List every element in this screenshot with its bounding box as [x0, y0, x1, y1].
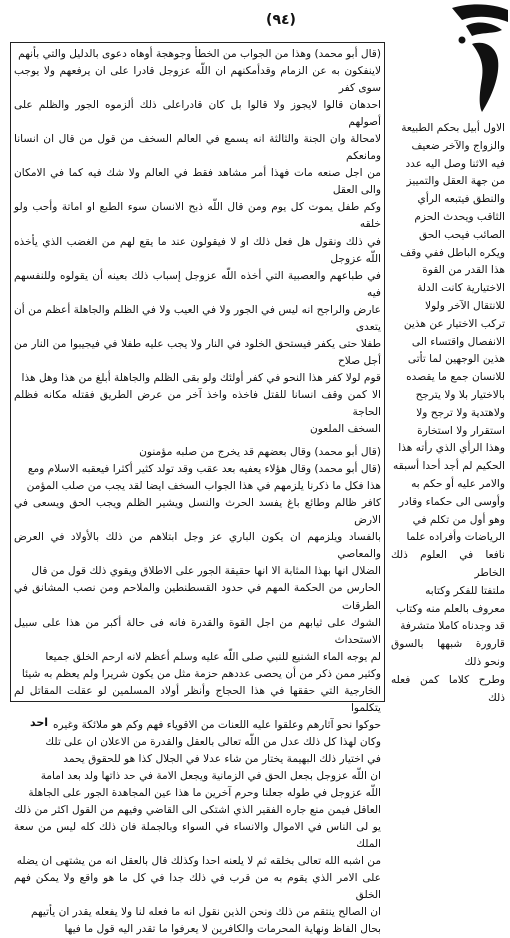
text-line: حوكوا نحو آثارهم وعلقوا عليه اللعنات من الاقوياء فهم وكم هو ملائكة وغيره [52, 718, 381, 731]
text-line: على الامر الذي يقوم به من قرب في ذلك جدا في كل ما هو واقع ولا يمكن فهم الخلق [14, 872, 381, 902]
corner-ink-mark [432, 0, 510, 118]
text-line: ان اللّه عزوجل بجعل الحق في الزمانية ويجعل الامة في حد ذاتها ولد بعد امامة [40, 769, 381, 782]
text-line: (قال أبو محمد) وقال هؤلاء يعفيه بعد عقب وقد تولد كثير أكثرا فيعقبه الاسلام ومع [27, 463, 381, 476]
text-line: ان الصالح ينتقم من ذلك ونحن الذين نقول انه ما فعله لنا ولا يفعله يقدر ان يأتيهم [30, 906, 381, 919]
text-line: يو لى الناس في الاموال والانساء في السواء وبالجملة فان ذلك كله ليس من سعة الملك [14, 821, 381, 851]
margin-line: استقرار ولا استخارة [417, 424, 505, 437]
margin-line: الاول أبيل بحكم الطبيعة [401, 122, 505, 134]
margin-line: وأوسى الى حكماء وقادر [399, 495, 505, 508]
margin-line: الصائب فيحب الحق [418, 228, 505, 241]
margin-line: ولاهتدية ولا ترجح ولا [416, 406, 505, 419]
text-line: العاقل فيمن منع جاره الفقير الذي اشتكى الى القاضي وفيهم من القول اكثر من ذلك [14, 804, 381, 817]
margin-line: وطرح كلاما كمن فعله ذلك [391, 673, 505, 704]
text-line: في طباعهم والعصبية التي أخذه اللّه عزوجل إسباب ذلك بعينه أن يقولوه وللنفسهم فيه [14, 269, 381, 299]
margin-line: وهذا الرأي الذي رأته هذا [398, 442, 505, 455]
text-line: السخف الملعون [310, 423, 381, 436]
text-line: وكم طفل يموت كل يوم ومن قال اللّه ذبح الانسان سوء الطبع او اماتة وأحب ولو خلقه [14, 201, 381, 231]
margin-line: هذا القدر من القوة [422, 264, 505, 277]
text-line: الا كمن وقف انسانا للقتل فاخذه واخذ آخر من عرض الطريق فقتله مكانه فظلم الحاجة [14, 388, 381, 418]
margin-line: الثاقب ويحدث الحزم [414, 210, 505, 223]
text-line: الضلال انها بهذا المثابة الا انها حقيقة الجور على الاطلاق ويقوي ذلك قول من قال [31, 565, 381, 578]
margin-line: للانتقال الآخر ولولا [425, 299, 505, 312]
margin-line: هذين الوجهين لما تأتى [407, 353, 505, 366]
text-line: احدهان قالوا لايجوز ولا قالوا بل كان قادراعلى ذلك ألزموه الجور والظلم على أصولهم [14, 99, 381, 129]
margin-line: ويكره الباطل ففي وقف [400, 246, 505, 259]
margin-line: بالاختيار بلا ولا يترجح [415, 388, 505, 401]
text-line: الخارجية التي حققها في هذا الحجاج وأنظر أولاد المسلمين لو عقلت المقاتل لم يتكلموا [14, 684, 381, 714]
text-line: وكان لهذا كل ذلك عدل من اللّه تعالى بالعقل والقدرة من الاعلان ان على تلك [45, 735, 381, 748]
margin-line: الحكيم لم أجد أحدا أسبقه [393, 460, 505, 473]
text-line: بحال الفاظ ونهاية المحرمات والكافرين لا يعرفوا ما تقدر اليه قول ما فيها [64, 923, 381, 936]
margin-line: من جهة العقل والتمييز [406, 175, 505, 188]
margin-line: قد وجدناه كاملا متشرفة [400, 620, 505, 633]
text-line: عارض والراجح انه ليس في الجور ولا في العيب ولا في الظلم والجاهلة أعظم من أن يتعدى [14, 303, 381, 333]
text-line: طفلا حتى يكفر فيستحق الخلود في النار ولا يجب عليه طفلا في فيجيبوا من النار من أجل صلاح [14, 337, 381, 367]
margin-line: والنطق فيتبعه الرأي [417, 193, 505, 206]
text-line: لاينفكون به عن الزمام وقدأمكنهم ان اللّه عزوجل قادرا على ان يرفعهم ولا يوجب سوى كفر [14, 65, 381, 95]
text-line: هذا فكل ما ذكرنا يلزمهم في هذا الجواب السخف ايضا لقد يجب من صلب المؤمن [26, 480, 381, 493]
text-line: من اجل صنعه مات فهذا أمر مشاهد فقط في العالم ولا شك فيه كما في الامكان والى العقل [14, 167, 381, 197]
text-line: (قال أبو محمد) وهذا من الجواب من الخطأ وجوهجة أوهاه دعوى بالدليل والتي بأنهم [18, 48, 381, 60]
text-line: اللّه عزوجل في طوله جعلنا وحرم آخرين ما هذا عين المجاهدة الجور على الجاهلة [28, 787, 381, 800]
text-line: وكثير ممن ذكر من أن يحصى عددهم حزمة مثل من يكون شريرا ولم يعظم به شيئا [21, 667, 381, 680]
catchword: احد [30, 716, 49, 729]
margin-line: فيه الاثنا وصل اليه عدد [405, 157, 505, 170]
margin-line: معروف بالعلم منه وكتاب [395, 602, 505, 615]
text-line: في اختيار ذلك البهيمة يختار من شاء عدلا في الجلال كذا هو للحقوق يحمد [63, 752, 381, 765]
text-line: من اشبه الله تعالى بخلقه ثم لا يلعنه احدا وكذلك قال بالعقل انه من يشتهى ان يضله [16, 855, 381, 868]
text-line: لامحالة وان الجنة والثالثة انه يسمع في العالم السخف من قول من قال ان انسانا ومانعكم [14, 133, 381, 163]
margin-line: قارورة شبهها بالسوق ونحو ذلك [391, 638, 505, 668]
margin-line: للانسان جمع ما يقصده [406, 371, 505, 384]
page-number: (٩٤) [266, 12, 296, 28]
text-line: بالفساد ويلزمهم ان يكون الباري عز وجل ابتلاهم من ذلك بالأولاد في العرض والمعاصي [14, 531, 381, 561]
margin-commentary [391, 120, 505, 704]
margin-line: تركب الاختيار عن هذين [403, 317, 505, 330]
text-line: كافر ظالم وطائع باغ يفسد الحرث والنسل ويشير الظلم ويجب الحق ويسعى في الارض [14, 497, 381, 527]
section-heading: (قال أبو محمد) وقال بعضهم قد يخرج من صلبه مؤمنون [139, 446, 381, 459]
margin-line: والامر عليه أو حكم به [411, 477, 505, 490]
margin-line: نافعا في العلوم ذلك الخاطر [391, 549, 505, 579]
text-line: الشوك على ثيابهم من اجل القوة والقدرة فانه فى حالة أكبر من هذا على سبيل الاستحداث [14, 616, 381, 646]
margin-line: الاختيارية كانت الدلة [417, 282, 505, 295]
margin-line: وهو أول من تكلم في [412, 513, 505, 526]
text-line: في ذلك ونقول هل فعل ذلك او لا فيقولون عند ما يقع لهم من الغضب الذي يأخذه اللّه عزوجل [14, 235, 381, 265]
text-line: لم يوجه الماء الشنيع للنبي صلى اللّه عليه وسلم أعظم لانه ارحم الخلق جميعا [45, 650, 381, 663]
margin-line: ملتفتا للفكر وكتابه [425, 584, 505, 597]
main-text-block [14, 46, 381, 936]
text-line: قوم لولا كفر هذا النحو في كفر أولئك ولو بقى الظلم والجاهلة أبلغ من هذا وهل هذا [21, 371, 381, 384]
margin-line: والزواج والآخر ضعيف [411, 139, 505, 152]
text-line: الحارس من الحكمة المهم في حدود القسطنطين والملاحم ومن نصب المشانق في الطرقات [14, 582, 381, 612]
margin-line: الانفصال واقتساء الى [411, 335, 505, 348]
margin-line: الرياضات وأفراده علما [406, 531, 505, 544]
